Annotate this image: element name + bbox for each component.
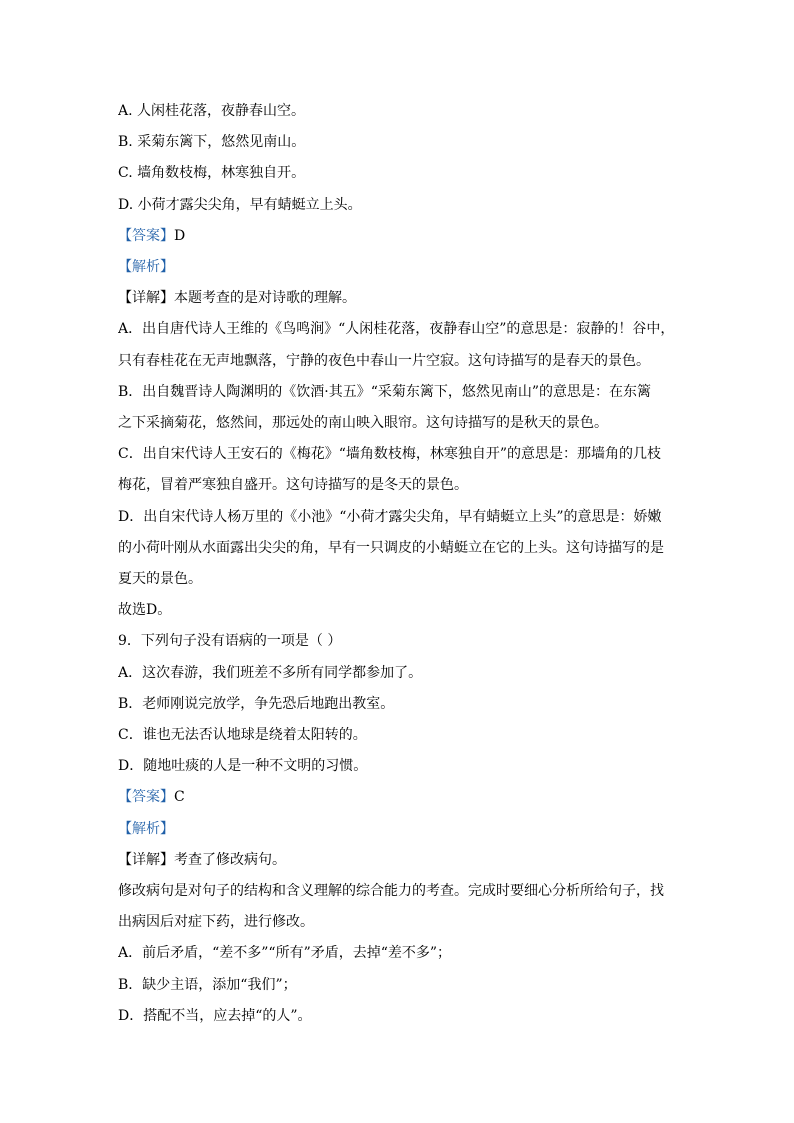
q8-analysis-tag: 【解析】	[118, 259, 174, 276]
q9-stem: 9．下列句子没有语病的一项是（ ）	[118, 633, 342, 650]
q8-explanation-line-3: B．出自魏晋诗人陶渊明的《饮酒·其五》“采菊东篱下，悠然见南山”的意思是：在东篱	[118, 383, 652, 400]
q8-explanation-line-5: C．出自宋代诗人王安石的《梅花》“墙角数枝梅，林寒独自开”的意思是：那墙角的几枝	[118, 446, 662, 463]
q8-answer	[118, 221, 678, 252]
q9-explanation-line-3: A．前后矛盾，“差不多”“所有”矛盾，去掉“差不多”；	[118, 945, 452, 962]
q9-detail-text: 考查了修改病句。	[174, 851, 286, 868]
q9-option-c: C．谁也无法否认地球是绕着太阳转的。	[118, 727, 367, 744]
q8-explanation-line-9: 夏天的景色。	[118, 571, 202, 588]
q8-detail-tag: 【详解】	[118, 290, 174, 307]
q8-explanation-line-1: A．出自唐代诗人王维的《鸟鸣涧》“人闲桂花落，夜静春山空”的意思是：寂静的！谷中，	[118, 321, 675, 338]
q9-explanation-line-4: B．缺少主语，添加“我们”；	[118, 976, 297, 993]
document-page	[118, 96, 678, 1032]
q9-detail	[118, 845, 678, 876]
q9-explanation-line-5: D．搭配不当，应去掉“的人”。	[118, 1007, 312, 1024]
q9-option-a: A．这次春游，我们班差不多所有同学都参加了。	[118, 664, 423, 681]
q8-detail-text: 本题考查的是对诗歌的理解。	[174, 290, 356, 307]
q8-option-d: D. 小荷才露尖尖角，早有蜻蜓立上头。	[118, 196, 362, 213]
q8-explanation-line-8: 的小荷叶刚从水面露出尖尖的角，早有一只调皮的小蜻蜓立在它的上头。这句诗描写的是	[118, 539, 664, 556]
q9-answer-tag: 【答案】	[118, 789, 174, 806]
q8-explanation-line-2: 只有春桂花在无声地飘落，宁静的夜色中春山一片空寂。这句诗描写的是春天的景色。	[118, 352, 650, 369]
q8-analysis	[118, 252, 678, 283]
q9-answer	[118, 782, 678, 813]
q9-answer-value: C	[174, 789, 185, 806]
q8-option-a: A. 人闲桂花落，夜静春山空。	[118, 103, 306, 119]
q8-answer-value: D	[174, 227, 186, 244]
q9-explanation-line-2: 出病因后对症下药，进行修改。	[118, 914, 314, 931]
q8-explanation-line-7: D．出自宋代诗人杨万里的《小池》“小荷才露尖尖角，早有蜻蜓立上头”的意思是：娇嫩	[118, 508, 662, 525]
q8-explanation-line-6: 梅花，冒着严寒独自盛开。这句诗描写的是冬天的景色。	[118, 477, 468, 494]
q9-detail-tag: 【详解】	[118, 851, 174, 868]
q9-option-d: D．随地吐痰的人是一种不文明的习惯。	[118, 758, 368, 775]
q9-explanation-line-1: 修改病句是对句子的结构和含义理解的综合能力的考查。完成时要细心分析所给句子，找	[118, 883, 664, 900]
q8-option-c: C. 墙角数枝梅，林寒独自开。	[118, 165, 306, 182]
q9-analysis	[118, 814, 678, 845]
q9-analysis-tag: 【解析】	[118, 820, 174, 837]
q8-conclusion: 故选D。	[118, 602, 172, 619]
q9-option-b: B．老师刚说完放学，争先恐后地跑出教室。	[118, 695, 395, 712]
q8-detail	[118, 283, 678, 314]
q8-answer-tag: 【答案】	[118, 227, 174, 244]
q8-option-b: B. 采菊东篱下，悠然见南山。	[118, 134, 306, 151]
q8-explanation-line-4: 之下采摘菊花，悠然间，那远处的南山映入眼帘。这句诗描写的是秋天的景色。	[118, 415, 608, 432]
